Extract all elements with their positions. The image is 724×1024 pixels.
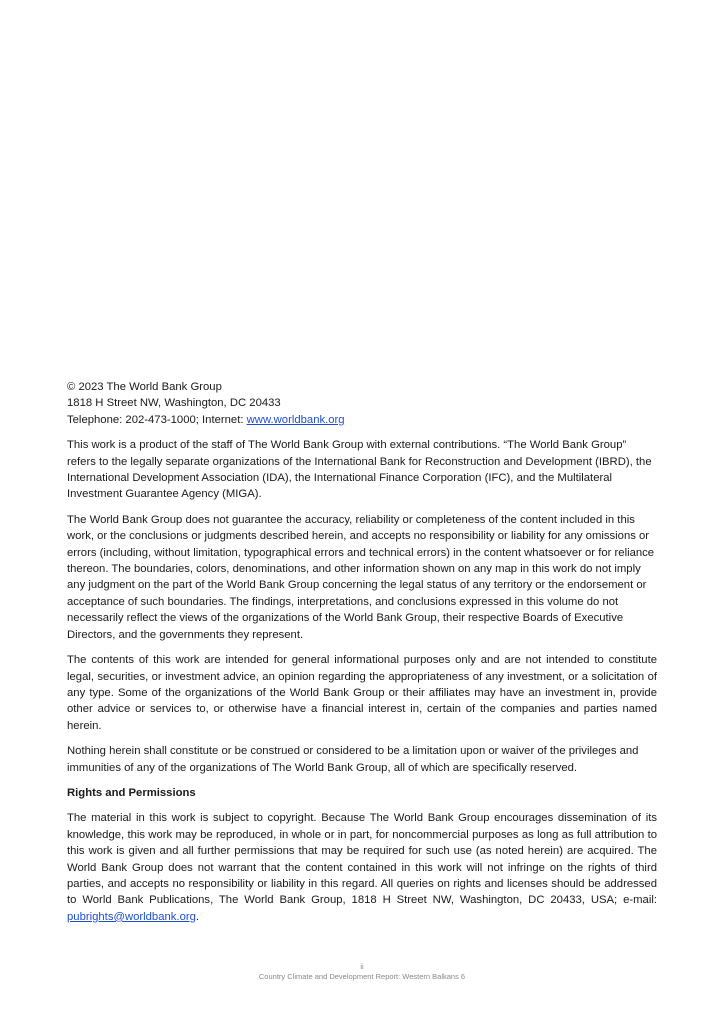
contact-line xyxy=(67,412,657,428)
website-link[interactable]: www.worldbank.org xyxy=(246,413,345,426)
page-footer xyxy=(0,962,724,982)
copyright-line: © 2023 The World Bank Group xyxy=(67,381,222,393)
rights-body: The material in this work is subject to copyright. Because The World Bank Group encourages dissemination of its knowledge, this work may be reproduced, in whole or in part, for noncommercial purposes as long as full attribution to this work is given and all further permissions that may be required for such use (as noted herein) are acquired. The World Bank Group does not warrant that the content contained in this work will not infringe on the rights of third parties, and accepts no responsibility or liability in this regard. All queries on rights and licenses should be addressed to World Bank Publications, The World Bank Group, 1818 H Street NW, Washington, DC 20433, USA; e-mail: xyxy=(67,812,657,907)
copyright-page-content xyxy=(67,379,657,934)
about-paragraph: This work is a product of the staff of The World Bank Group with external contributions. “The World Bank Group” refers to the legally separate organizations of the International Bank for Reconstruction and Development (IBRD), the International Development Association (IDA), the International Finance Corporation (IFC), and the Multilateral Investment Guarantee Agency (MIGA). xyxy=(67,439,652,501)
phone-text: Telephone: 202-473-1000; Internet: xyxy=(67,413,247,426)
disclaimer-paragraph: The World Bank Group does not guarantee the accuracy, reliability or completeness of the content included in this work, or the conclusions or judgments described herein, and accepts no responsibility or liability for any omissions or errors (including, without limitation, typographical errors and technical errors) in the content whatsoever or for reliance thereon. The boundaries, colors, denominations, and other information shown on any map in this work do not imply any judgment on the part of the World Bank Group concerning the legal status of any territory or the endorsement or acceptance of such boundaries. The findings, interpretations, and conclusions expressed in this volume do not necessarily reflect the views of the organizations of the World Bank Group, their respective Boards of Executive Directors, and the governments they represent. xyxy=(67,513,655,641)
email-link[interactable]: pubrights@worldbank.org xyxy=(67,910,196,923)
purpose-paragraph: The contents of this work are intended for general informational purposes only and are not intended to constitute legal, securities, or investment advice, an opinion regarding the appropriateness of any investment, or a solicitation of any type. Some of the organizations of the World Bank Group or their affiliates may have an investment in, provide other advice or services to, or otherwise have a financial interest in, certain of the companies and parties named herein. xyxy=(67,654,657,732)
rights-end: . xyxy=(195,910,200,923)
street-address: 1818 H Street NW, Washington, DC 20433 xyxy=(67,397,281,410)
rights-heading: Rights and Permissions xyxy=(67,786,196,799)
publisher-address xyxy=(67,379,657,428)
page-number: ii xyxy=(360,962,364,971)
running-title: Country Climate and Development Report: Western Balkans 6 xyxy=(258,972,466,981)
privileges-paragraph: Nothing herein shall constitute or be construed or considered to be a limitation upon or waiver of the privileges and immunities of any of the organizations of The World Bank Group, all of which are specifically reserved. xyxy=(67,745,639,774)
rights-paragraph xyxy=(67,810,657,925)
